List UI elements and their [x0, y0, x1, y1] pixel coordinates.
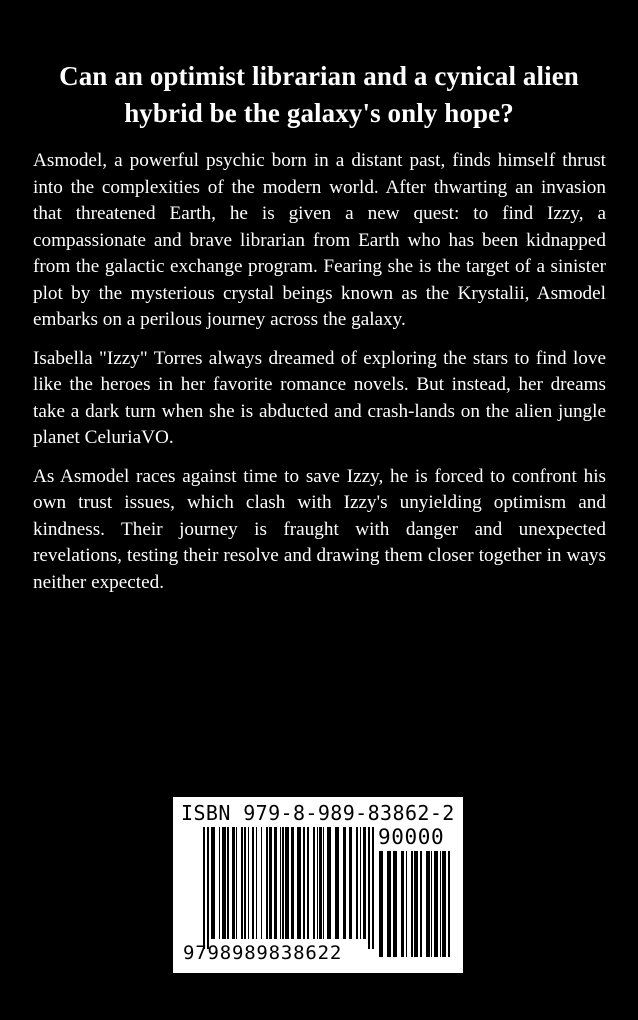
barcode-bar [323, 827, 324, 939]
barcode-guard-bar [207, 827, 209, 949]
barcode-bar [448, 851, 450, 957]
barcode-bar [307, 827, 309, 939]
barcode-bar [252, 827, 254, 939]
barcode-bar [401, 851, 404, 957]
barcode-bar [256, 827, 257, 939]
barcode-bar [266, 827, 268, 939]
main-barcode [203, 827, 374, 949]
barcode-bar [282, 827, 284, 939]
barcode-guard-bar [372, 827, 374, 949]
barcode-bar [303, 827, 305, 939]
barcode-bar [274, 827, 277, 939]
isbn-label: ISBN 979-8-989-83862-2 [181, 801, 455, 825]
barcode-bar [313, 827, 315, 939]
barcode-bar [393, 851, 397, 957]
barcode-bar [420, 851, 422, 957]
barcode-box [173, 797, 463, 973]
barcode-bar [387, 851, 391, 957]
price-code: 90000 [378, 825, 445, 849]
headline: Can an optimist librarian and a cynical alien hybrid be the galaxy's only hope? [59, 61, 579, 128]
barcode-bar [211, 827, 215, 939]
addon-barcode [379, 851, 450, 957]
barcode-digits: 9798989838622 [183, 942, 343, 964]
barcode-bar [244, 827, 246, 939]
barcode-bar [227, 827, 229, 939]
barcode-bar [360, 827, 361, 939]
barcode-bar [291, 827, 294, 939]
barcode-bar [426, 851, 430, 957]
barcode-bar [349, 827, 352, 939]
barcode-bar [442, 851, 446, 957]
barcode-bar [280, 827, 281, 939]
barcode-bar [343, 827, 346, 939]
barcode-bar [379, 851, 383, 957]
blurb-paragraph-3: As Asmodel races against time to save Izzy, he is forced to confront his own trust issues, which clash with Izzy's unyielding optimism and kindness. Their journey is fraught with danger and unexpected revelations, testing their resolve and drawing them closer together in ways neither expected. [33, 465, 606, 593]
barcode-bar [319, 827, 322, 939]
barcode-guard-bar [203, 827, 205, 949]
barcode-bar [356, 827, 358, 939]
barcode-bar [285, 827, 289, 939]
barcode-bar [434, 851, 438, 957]
barcode-bar [327, 827, 331, 939]
barcode-guard-bar [368, 827, 370, 949]
barcode-bar [222, 827, 226, 939]
blurb-paragraph-1: Asmodel, a powerful psychic born in a distant past, finds himself thrust into the complexities of the modern world. After thwarting an invasion that threatened Earth, he is given a new quest: to find Izzy, a compassionate and brave librarian from Earth who has been kidnapped from the galactic exchange program. Fearing she is the target of a sinister plot by the mysterious crystal beings known as the Krystalii, Asmodel embarks on a perilous journey across the galaxy. [33, 150, 606, 330]
blurb [33, 148, 606, 608]
barcode-bar [431, 851, 432, 957]
barcode-bar [232, 827, 235, 939]
barcode-bar [269, 827, 272, 939]
barcode-bar [317, 827, 318, 939]
barcode-bar [414, 851, 418, 957]
barcode-bar [440, 851, 441, 957]
barcode-bar [297, 827, 301, 939]
barcode-bar [261, 827, 262, 939]
barcode-bar [236, 827, 237, 939]
barcode-bar [335, 827, 339, 939]
barcode-bar [241, 827, 243, 939]
barcode-bar [406, 851, 407, 957]
barcode-bar [248, 827, 249, 939]
barcode-bar [411, 851, 413, 957]
barcode-bar [363, 827, 366, 939]
barcode-bar [219, 827, 220, 939]
blurb-paragraph-2: Isabella "Izzy" Torres always dreamed of exploring the stars to find love like the heroes in her favorite romance novels. But instead, her dreams take a dark turn when she is abducted and crash-lands on the alien jungle planet CeluriaVO. [33, 347, 606, 448]
